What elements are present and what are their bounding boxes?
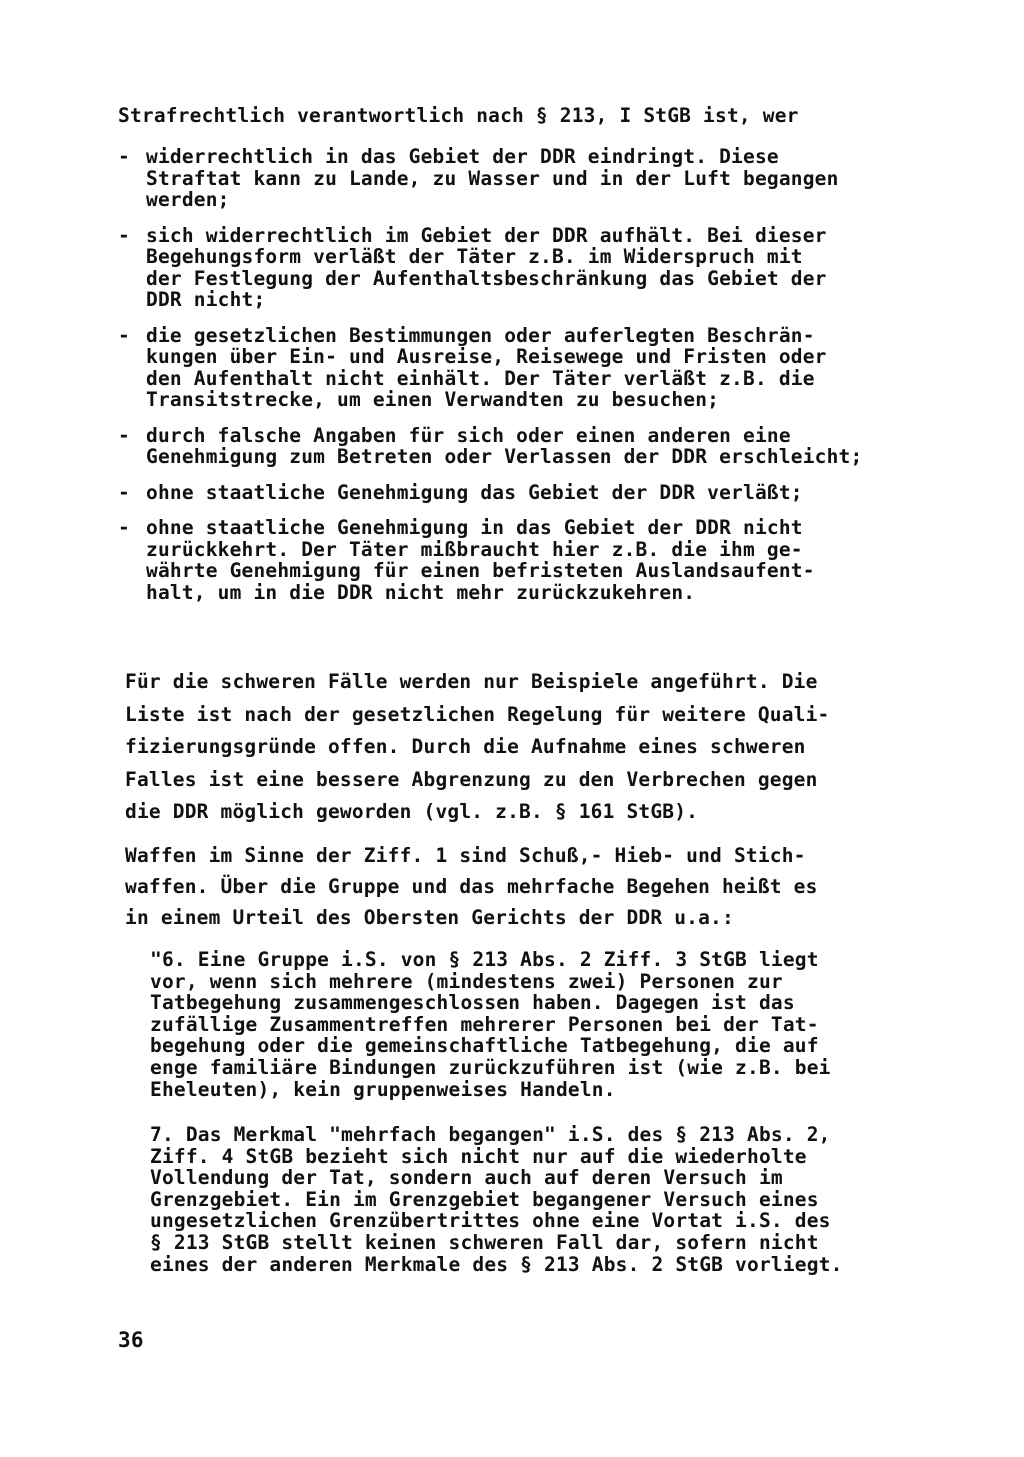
- intro-sentence: Strafrechtlich verantwortlich nach § 213, I StGB ist, wer: [118, 104, 799, 127]
- bullet-dash: -: [118, 323, 130, 347]
- paragraph-severe-cases: Für die schweren Fälle werden nur Beispiele angeführt. Die Liste ist nach der gesetzlichen Regelung für weitere Quali- fizierungsgründe offen. Durch die Aufnahme eines schweren Falles ist eine bessere Abgrenzung zu den Verbrechen gegen die DDR möglich geworden (vgl. z.B. § 161 StGB).: [125, 670, 830, 823]
- court-quote-point-7: 7. Das Merkmal "mehrfach begangen" i.S. des § 213 Abs. 2, Ziff. 4 StGB bezieht sich nicht nur auf die wiederholte Vollendung der Tat, sondern auch auf deren Versuch im Grenzgebiet. Ein im Grenzgebiet begangener Versuch eines ungesetzlichen Grenzübertrittes ohne eine Vortat i.S. des § 213 StGB stellt keinen schweren Fall dar, sofern nicht eines der anderen Merkmale des § 213 Abs. 2 StGB vorliegt.: [150, 1123, 843, 1276]
- list-item: [118, 482, 958, 504]
- list-item-text: ohne staatliche Genehmigung das Gebiet der DDR verläßt;: [146, 480, 803, 504]
- bullet-dash: -: [118, 423, 130, 447]
- list-item-text: die gesetzlichen Bestimmungen oder auferlegten Beschrän- kungen über Ein- und Ausreise, Reisewege und Fristen oder den Aufenthalt nicht einhält. Der Täter verläßt z.B. die Transitstrecke, um einen Verwandten zu besuchen;: [146, 323, 827, 411]
- offense-list: [118, 146, 958, 617]
- page-number: 36: [118, 1328, 144, 1352]
- list-item-text: sich widerrechtlich im Gebiet der DDR aufhält. Bei dieser Begehungsform verläßt der Täter z.B. im Widerspruch mit der Festlegung der Aufenthaltsbeschränkung das Gebiet der DDR nicht;: [146, 223, 827, 311]
- court-quote-point-6: "6. Eine Gruppe i.S. von § 213 Abs. 2 Ziff. 3 StGB liegt vor, wenn sich mehrere (mindestens zwei) Personen zur Tatbegehung zusammengeschlossen haben. Dagegen ist das zufällige Zusammentreffen mehrerer Personen bei der Tat- begehung oder die gemeinschaftliche Tatbegehung, die auf enge familiäre Bindungen zurückzuführen ist (wie z.B. bei Eheleuten), kein gruppenweises Handeln.: [150, 948, 831, 1101]
- bullet-dash: -: [118, 480, 130, 504]
- list-item: [118, 146, 958, 211]
- bullet-dash: -: [118, 516, 130, 539]
- list-item-text: widerrechtlich in das Gebiet der DDR eindringt. Diese Straftat kann zu Lande, zu Wasser und in der Luft begangen werden;: [146, 145, 839, 211]
- list-item: [118, 425, 958, 468]
- bullet-dash: -: [118, 145, 130, 168]
- list-item: [118, 517, 958, 603]
- paragraph-weapons: Waffen im Sinne der Ziff. 1 sind Schuß,- Hieb- und Stich- waffen. Über die Gruppe und das mehrfache Begehen heißt es in einem Urteil des Obersten Gerichts der DDR u.a.:: [125, 844, 818, 929]
- list-item-text: ohne staatliche Genehmigung in das Gebiet der DDR nicht zurückkehrt. Der Täter mißbraucht hier z.B. die ihm ge- währte Genehmigung für einen befristeten Auslandsaufent- halt, um in die DDR nicht mehr zurückzukehren.: [146, 516, 815, 604]
- list-item: [118, 325, 958, 411]
- bullet-dash: -: [118, 223, 130, 247]
- list-item: [118, 225, 958, 311]
- list-item-text: durch falsche Angaben für sich oder einen anderen eine Genehmigung zum Betreten oder Verlassen der DDR erschleicht;: [146, 423, 863, 468]
